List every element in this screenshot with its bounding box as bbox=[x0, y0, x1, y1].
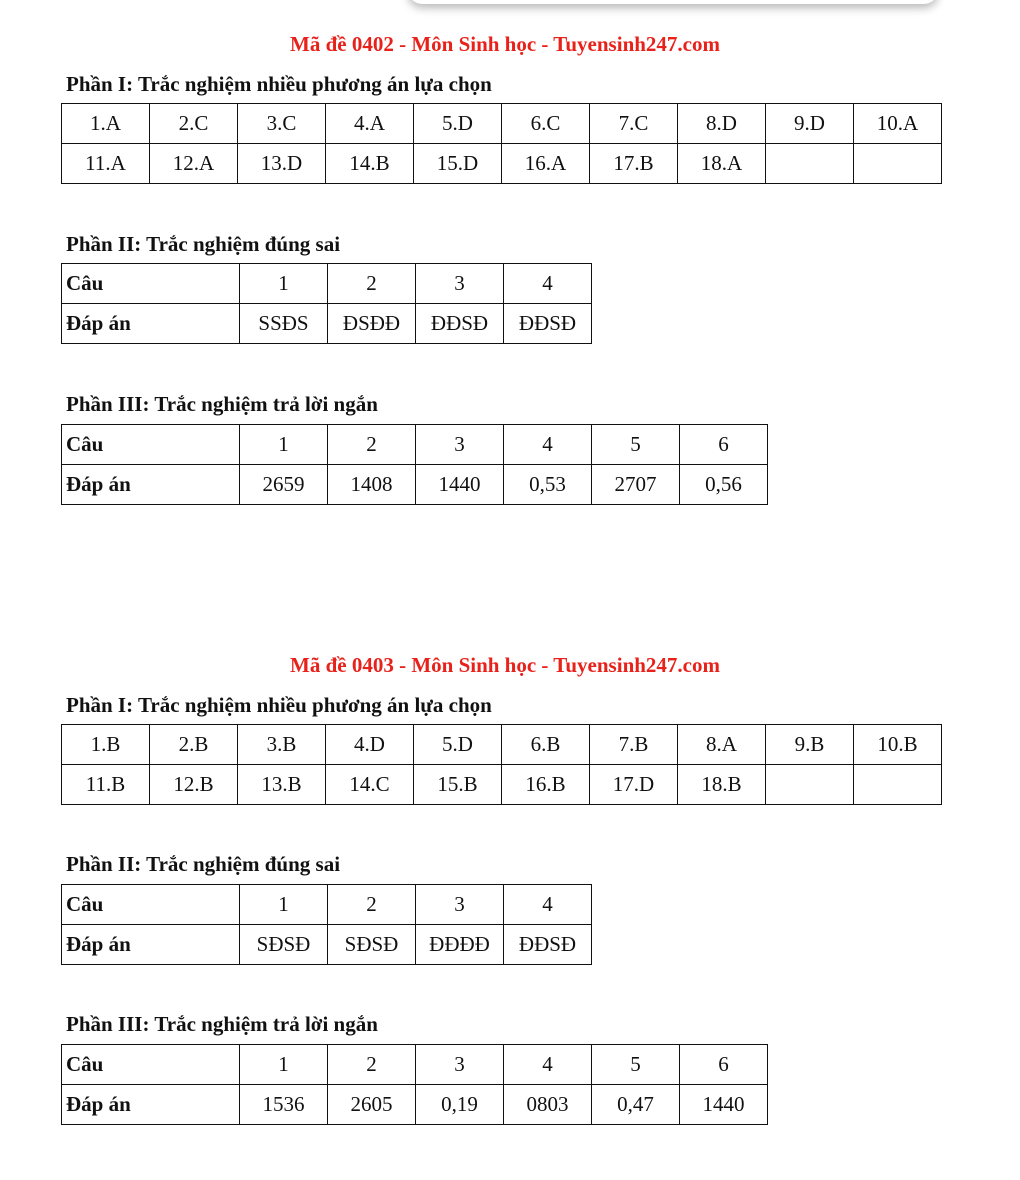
answer-cell: 12.B bbox=[150, 765, 238, 805]
table-row bbox=[62, 725, 942, 765]
row-label: Đáp án bbox=[62, 304, 240, 344]
exam-title: Mã đề 0402 - Môn Sinh học - Tuyensinh247.com bbox=[290, 32, 720, 56]
answer-cell: 13.B bbox=[238, 765, 326, 805]
answer-cell: SSĐS bbox=[240, 304, 328, 344]
question-cell: 2 bbox=[328, 1045, 416, 1085]
question-cell: 6 bbox=[680, 425, 768, 465]
question-cell: 4 bbox=[504, 1045, 592, 1085]
answer-cell: 7.B bbox=[590, 725, 678, 765]
question-cell: 3 bbox=[416, 1045, 504, 1085]
question-cell: 1 bbox=[240, 425, 328, 465]
question-cell: 6 bbox=[680, 1045, 768, 1085]
question-cell: 3 bbox=[416, 885, 504, 925]
answer-cell: ĐĐĐĐ bbox=[416, 925, 504, 965]
part1-answer-table bbox=[61, 724, 942, 805]
answer-cell: 1.B bbox=[62, 725, 150, 765]
answer-cell bbox=[854, 765, 942, 805]
question-cell: 1 bbox=[240, 264, 328, 304]
question-cell: 4 bbox=[504, 264, 592, 304]
question-cell: 2 bbox=[328, 425, 416, 465]
answer-cell: 8.D bbox=[678, 104, 766, 144]
answer-cell: 0,47 bbox=[592, 1085, 680, 1125]
table-row bbox=[62, 925, 592, 965]
table-row bbox=[62, 264, 592, 304]
question-cell: 2 bbox=[328, 264, 416, 304]
table-row bbox=[62, 304, 592, 344]
answer-cell: 2707 bbox=[592, 465, 680, 505]
row-label: Câu bbox=[62, 885, 240, 925]
part3-answer-table bbox=[61, 1044, 768, 1125]
answer-cell: 16.A bbox=[502, 144, 590, 184]
row-label: Câu bbox=[62, 264, 240, 304]
answer-cell: 9.B bbox=[766, 725, 854, 765]
answer-cell: 16.B bbox=[502, 765, 590, 805]
answer-cell: 17.D bbox=[590, 765, 678, 805]
answer-cell: 6.B bbox=[502, 725, 590, 765]
answer-cell: 10.B bbox=[854, 725, 942, 765]
answer-cell: ĐĐSĐ bbox=[504, 304, 592, 344]
part3-title: Phần III: Trắc nghiệm trả lời ngắn bbox=[66, 392, 378, 416]
answer-cell: 15.B bbox=[414, 765, 502, 805]
answer-cell: 18.A bbox=[678, 144, 766, 184]
question-cell: 4 bbox=[504, 425, 592, 465]
question-cell: 2 bbox=[328, 885, 416, 925]
part1-title: Phần I: Trắc nghiệm nhiều phương án lựa chọn bbox=[66, 693, 492, 717]
answer-cell: SĐSĐ bbox=[328, 925, 416, 965]
answer-cell: 11.B bbox=[62, 765, 150, 805]
answer-cell: 9.D bbox=[766, 104, 854, 144]
answer-cell: 1408 bbox=[328, 465, 416, 505]
part3-answer-table bbox=[61, 424, 768, 505]
row-label: Câu bbox=[62, 1045, 240, 1085]
question-cell: 5 bbox=[592, 1045, 680, 1085]
row-label: Câu bbox=[62, 425, 240, 465]
answer-cell: 18.B bbox=[678, 765, 766, 805]
answer-cell: 0,19 bbox=[416, 1085, 504, 1125]
table-row bbox=[62, 1085, 768, 1125]
table-row bbox=[62, 465, 768, 505]
answer-cell: 7.C bbox=[590, 104, 678, 144]
answer-cell: 12.A bbox=[150, 144, 238, 184]
answer-cell: 5.D bbox=[414, 104, 502, 144]
question-cell: 3 bbox=[416, 425, 504, 465]
answer-cell: 14.C bbox=[326, 765, 414, 805]
question-cell: 5 bbox=[592, 425, 680, 465]
answer-cell: 1536 bbox=[240, 1085, 328, 1125]
answer-cell: 15.D bbox=[414, 144, 502, 184]
answer-cell: 0,56 bbox=[680, 465, 768, 505]
answer-cell: 3.C bbox=[238, 104, 326, 144]
answer-cell: 5.D bbox=[414, 725, 502, 765]
question-cell: 3 bbox=[416, 264, 504, 304]
part1-title: Phần I: Trắc nghiệm nhiều phương án lựa chọn bbox=[66, 72, 492, 96]
part3-title: Phần III: Trắc nghiệm trả lời ngắn bbox=[66, 1012, 378, 1036]
answer-cell: 2.C bbox=[150, 104, 238, 144]
question-cell: 1 bbox=[240, 1045, 328, 1085]
table-row bbox=[62, 144, 942, 184]
window-top-edge bbox=[408, 0, 938, 4]
answer-cell bbox=[854, 144, 942, 184]
answer-cell: 0803 bbox=[504, 1085, 592, 1125]
answer-cell: 1440 bbox=[680, 1085, 768, 1125]
answer-cell bbox=[766, 765, 854, 805]
answer-cell: ĐĐSĐ bbox=[416, 304, 504, 344]
answer-cell: 2.B bbox=[150, 725, 238, 765]
row-label: Đáp án bbox=[62, 1085, 240, 1125]
question-cell: 4 bbox=[504, 885, 592, 925]
part2-answer-table bbox=[61, 884, 592, 965]
table-row bbox=[62, 765, 942, 805]
answer-cell: 13.D bbox=[238, 144, 326, 184]
answer-cell: 14.B bbox=[326, 144, 414, 184]
answer-cell: 3.B bbox=[238, 725, 326, 765]
table-row bbox=[62, 1045, 768, 1085]
answer-cell bbox=[766, 144, 854, 184]
question-cell: 1 bbox=[240, 885, 328, 925]
row-label: Đáp án bbox=[62, 925, 240, 965]
answer-cell: 4.A bbox=[326, 104, 414, 144]
table-row bbox=[62, 104, 942, 144]
answer-cell: 11.A bbox=[62, 144, 150, 184]
answer-cell: 17.B bbox=[590, 144, 678, 184]
row-label: Đáp án bbox=[62, 465, 240, 505]
answer-cell: 4.D bbox=[326, 725, 414, 765]
answer-cell: 8.A bbox=[678, 725, 766, 765]
part1-answer-table bbox=[61, 103, 942, 184]
answer-cell: 2605 bbox=[328, 1085, 416, 1125]
answer-cell: 6.C bbox=[502, 104, 590, 144]
part2-title: Phần II: Trắc nghiệm đúng sai bbox=[66, 852, 341, 876]
answer-cell: SĐSĐ bbox=[240, 925, 328, 965]
answer-cell: 1.A bbox=[62, 104, 150, 144]
answer-cell: ĐSĐĐ bbox=[328, 304, 416, 344]
table-row bbox=[62, 425, 768, 465]
answer-cell: 1440 bbox=[416, 465, 504, 505]
part2-answer-table bbox=[61, 263, 592, 344]
exam-title: Mã đề 0403 - Môn Sinh học - Tuyensinh247.com bbox=[290, 653, 720, 677]
table-row bbox=[62, 885, 592, 925]
answer-cell: 2659 bbox=[240, 465, 328, 505]
answer-cell: 0,53 bbox=[504, 465, 592, 505]
answer-cell: 10.A bbox=[854, 104, 942, 144]
answer-cell: ĐĐSĐ bbox=[504, 925, 592, 965]
part2-title: Phần II: Trắc nghiệm đúng sai bbox=[66, 232, 341, 256]
